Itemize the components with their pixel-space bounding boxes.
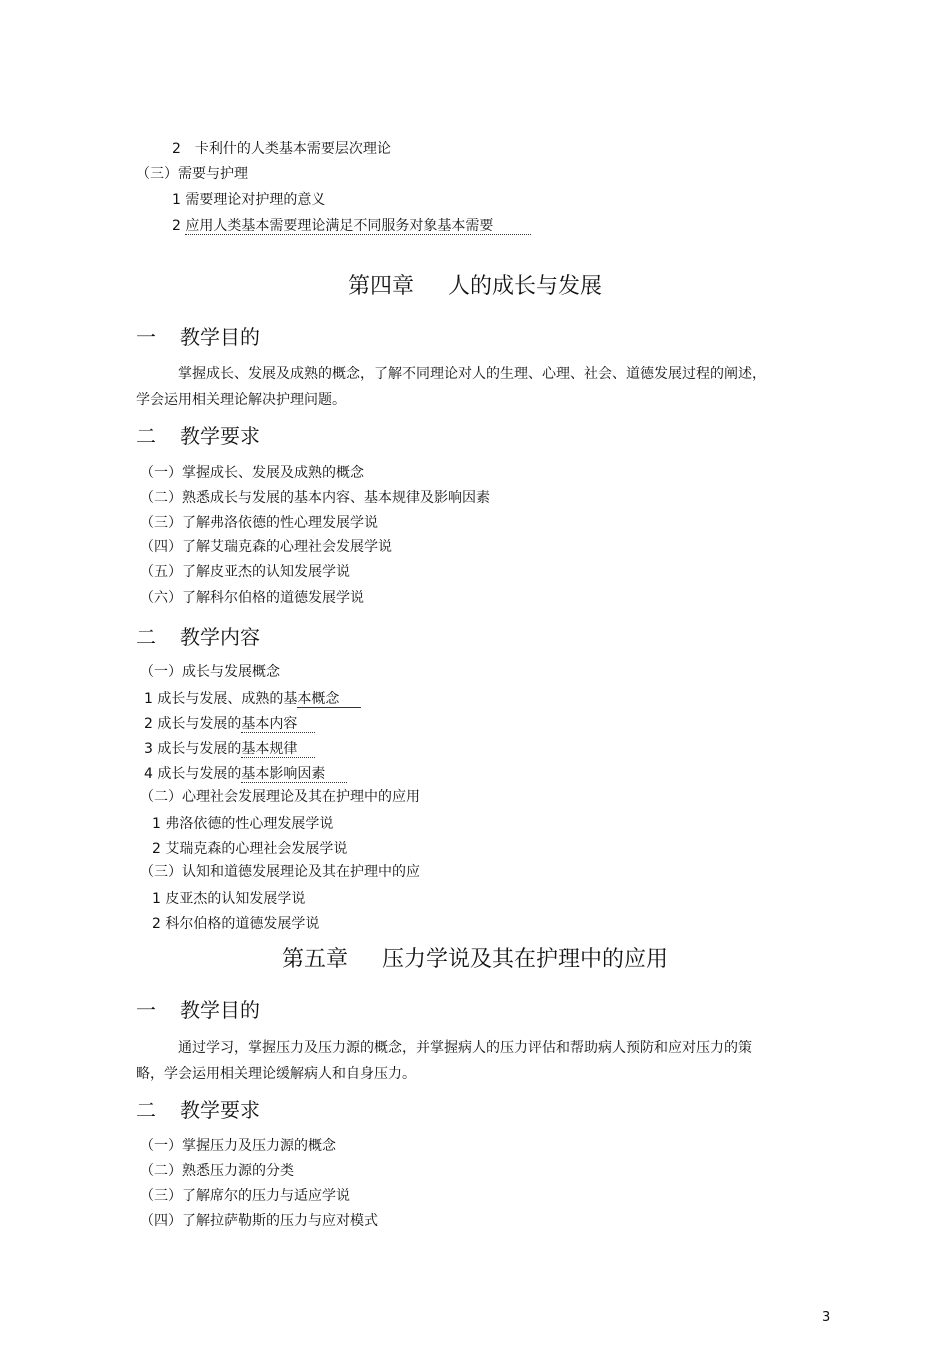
item-text: 1 成长与发展、成熟的基 (144, 691, 298, 707)
section-title: 教学目的 (180, 325, 260, 349)
chapter-name: 压力学说及其在护理中的应用 (382, 947, 669, 972)
content-item (144, 690, 361, 708)
section-title: 教学内容 (180, 625, 260, 649)
paragraph-text: 掌握成长、发展及成熟的概念，了解不同理论对人的生理、心理、社会、道德发展过程的阐述，学会运用相关理论解决护理问题。 (136, 366, 766, 408)
content-item (144, 715, 315, 733)
content-item: 1 弗洛依德的性心理发展学说 (152, 816, 334, 832)
section-title: 教学目的 (180, 998, 260, 1022)
chapter-title (0, 274, 950, 300)
paragraph (136, 1035, 776, 1087)
section-heading (136, 424, 260, 448)
paragraph (136, 361, 776, 413)
section-heading (136, 998, 260, 1022)
content-subheading: （三）认知和道德发展理论及其在护理中的应 (140, 864, 420, 880)
list-item: （三）了解弗洛依德的性心理发展学说 (140, 515, 378, 531)
chapter-number: 第四章 (347, 274, 414, 299)
section-number: 二 (136, 424, 156, 448)
section-number: 二 (136, 625, 156, 649)
item-text: 4 成长与发展的 (144, 766, 242, 782)
underlined-text: 本概念 (297, 691, 361, 708)
item-text: 2 成长与发展的 (144, 716, 242, 732)
content-subheading: （二）心理社会发展理论及其在护理中的应用 (140, 789, 420, 805)
chapter-number: 第五章 (281, 947, 348, 972)
section-heading (136, 625, 260, 649)
section-title: 教学要求 (180, 424, 260, 448)
list-item: （四）了解拉萨勒斯的压力与应对模式 (140, 1213, 378, 1229)
underlined-text: 基本内容 (241, 716, 315, 733)
list-item: （三）了解席尔的压力与适应学说 (140, 1188, 350, 1204)
section-title: 教学要求 (180, 1098, 260, 1122)
underlined-text: 应用人类基本需要理论满足不同服务对象基本需要 (185, 218, 531, 235)
list-item: （二）熟悉压力源的分类 (140, 1163, 294, 1179)
content-item: 2 卡利什的人类基本需要层次理论 (172, 141, 391, 157)
content-item: 2 艾瑞克森的心理社会发展学说 (152, 841, 348, 857)
chapter-name: 人的成长与发展 (448, 274, 603, 299)
list-item: （五）了解皮亚杰的认知发展学说 (140, 564, 350, 580)
section-number: 一 (136, 998, 156, 1022)
list-item: （二）熟悉成长与发展的基本内容、基本规律及影响因素 (140, 490, 490, 506)
content-subheading: （三）需要与护理 (136, 166, 248, 182)
paragraph-text: 通过学习，掌握压力及压力源的概念，并掌握病人的压力评估和帮助病人预防和应对压力的策略，学会运用相关理论缓解病人和自身压力。 (136, 1040, 752, 1082)
section-heading (136, 1098, 260, 1122)
content-item (144, 765, 347, 783)
content-subheading: （一）成长与发展概念 (140, 664, 280, 680)
underlined-text: 基本规律 (241, 741, 315, 758)
content-item (144, 740, 315, 758)
list-item: （六）了解科尔伯格的道德发展学说 (140, 590, 364, 606)
section-number: 一 (136, 325, 156, 349)
list-item: （一）掌握压力及压力源的概念 (140, 1138, 336, 1154)
content-item: 2 科尔伯格的道德发展学说 (152, 916, 320, 932)
item-text: 3 成长与发展的 (144, 741, 242, 757)
chapter-title (0, 947, 950, 973)
section-number: 二 (136, 1098, 156, 1122)
content-item: 1 需要理论对护理的意义 (172, 192, 326, 208)
underlined-text: 基本影响因素 (241, 766, 347, 783)
item-number: 2 (172, 218, 186, 234)
list-item: （四）了解艾瑞克森的心理社会发展学说 (140, 539, 392, 555)
section-heading (136, 325, 260, 349)
page-number: 3 (822, 1310, 831, 1325)
list-item: （一）掌握成长、发展及成熟的概念 (140, 465, 364, 481)
content-item (172, 217, 531, 235)
content-item: 1 皮亚杰的认知发展学说 (152, 891, 306, 907)
